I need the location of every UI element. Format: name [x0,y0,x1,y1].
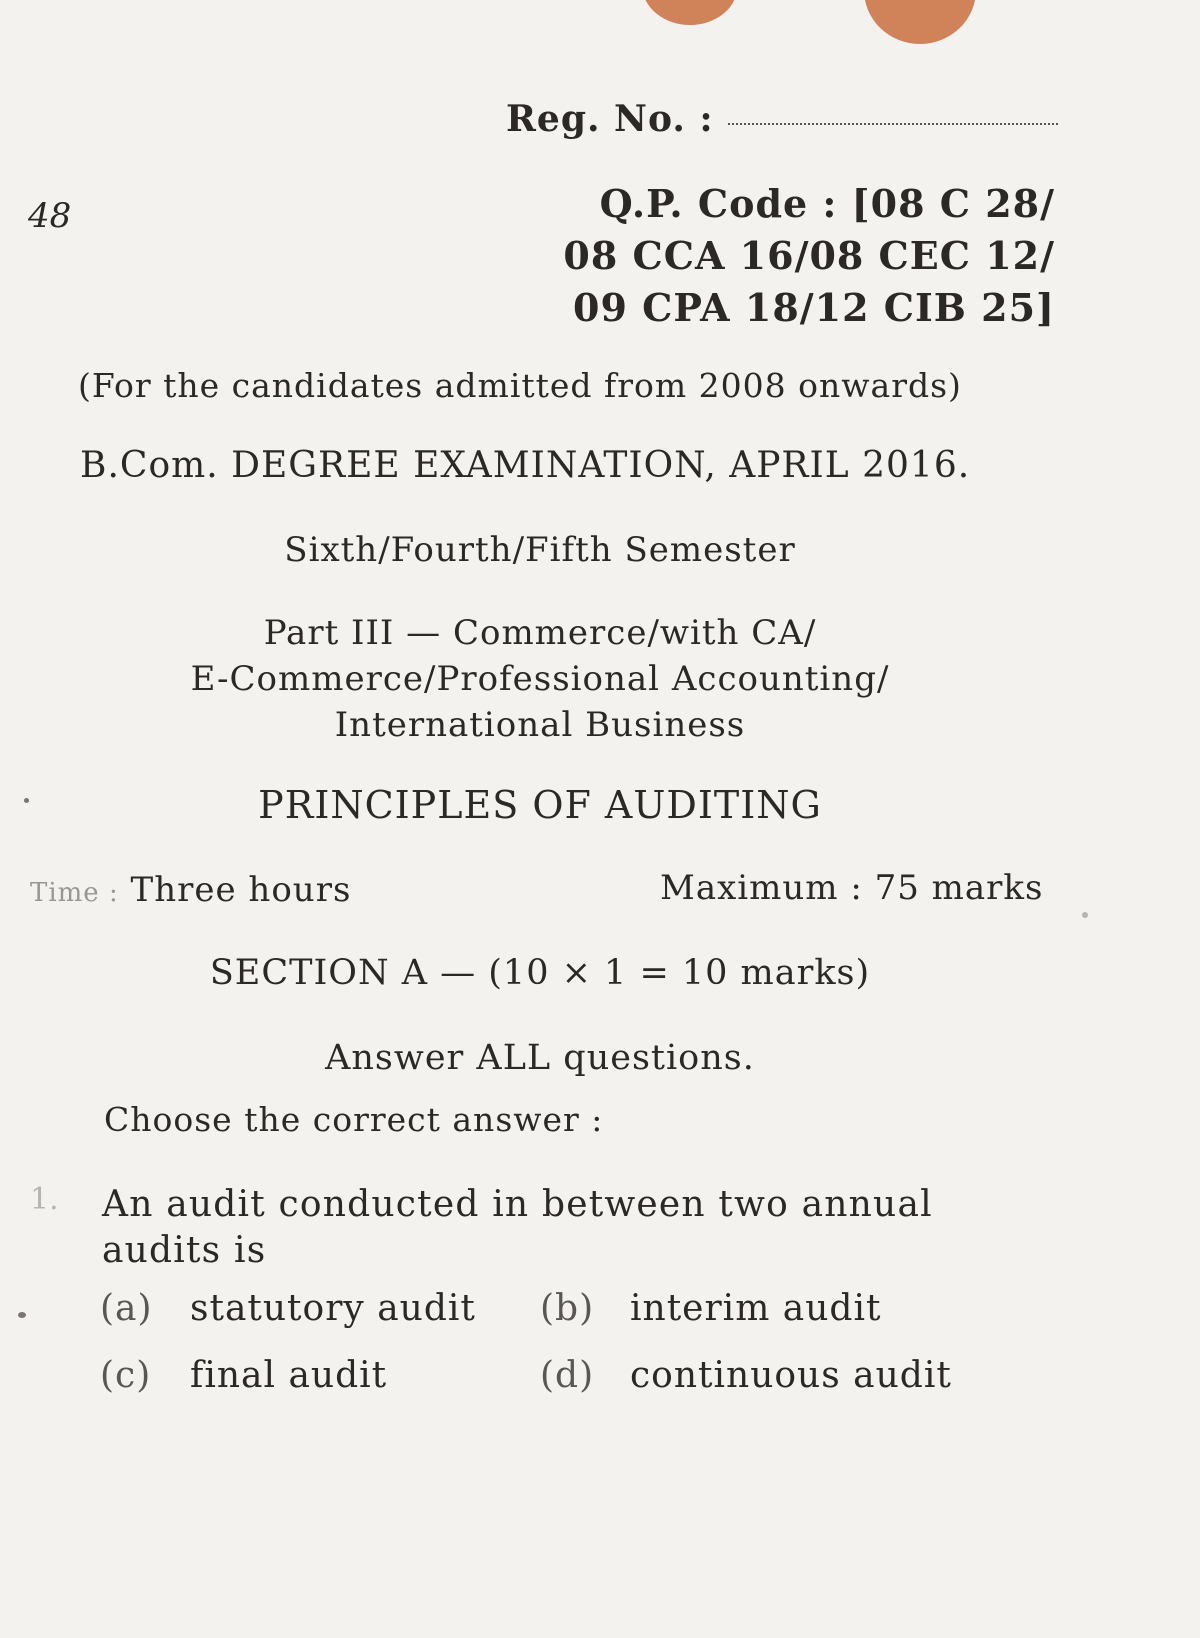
decorative-orange-blob-right [860,0,980,50]
part-line: International Business [334,705,746,745]
qp-code-line: Q.P. Code : [08 C 28/ [599,181,1055,226]
exam-title: B.Com. DEGREE EXAMINATION, APRIL 2016. [80,445,971,486]
option-text: interim audit [630,1288,882,1329]
ink-speck [1082,912,1088,918]
question-text: An audit conducted in between two annual audits is [102,1184,933,1271]
ink-speck [24,798,29,803]
option-letter: (c) [100,1355,152,1396]
admission-note: (For the candidates admitted from 2008 onwards) [78,366,962,405]
reg-no-blank [728,123,1058,125]
part-line: E-Commerce/Professional Accounting/ [190,659,890,699]
qp-code-line: 08 CCA 16/08 CEC 12/ [563,233,1055,278]
option-d [540,1355,952,1396]
option-b [540,1288,881,1329]
option-letter: (a) [100,1288,153,1329]
choose-instruction: Choose the correct answer : [104,1100,604,1139]
option-letter: (d) [540,1355,595,1396]
option-a [100,1288,476,1329]
section-heading: SECTION A — (10 × 1 = 10 marks) [209,953,871,993]
question-number: 1. [30,1182,59,1217]
ink-speck [18,1312,26,1318]
decorative-orange-blob-left [640,0,740,30]
reg-no-field [506,98,1058,140]
option-c [100,1355,387,1396]
option-text: final audit [190,1355,388,1396]
page-number: 48 [28,196,72,236]
qp-code [563,178,1055,334]
time-label: Time : [30,878,119,908]
semester: Sixth/Fourth/Fifth Semester [284,530,796,570]
part-line: Part III — Commerce/with CA/ [263,613,817,653]
option-text: continuous audit [630,1355,952,1396]
maximum-marks: Maximum : 75 marks [660,868,1044,908]
time-value: Three hours [130,870,352,910]
option-letter: (b) [540,1288,595,1329]
option-text: statutory audit [190,1288,476,1329]
qp-code-line: 09 CPA 18/12 CIB 25] [573,285,1055,330]
reg-no-label: Reg. No. : [506,98,714,140]
part-description [0,610,1080,748]
time-allowed [30,870,351,910]
section-instruction: Answer ALL questions. [325,1038,755,1078]
subject-title: PRINCIPLES OF AUDITING [258,783,822,827]
